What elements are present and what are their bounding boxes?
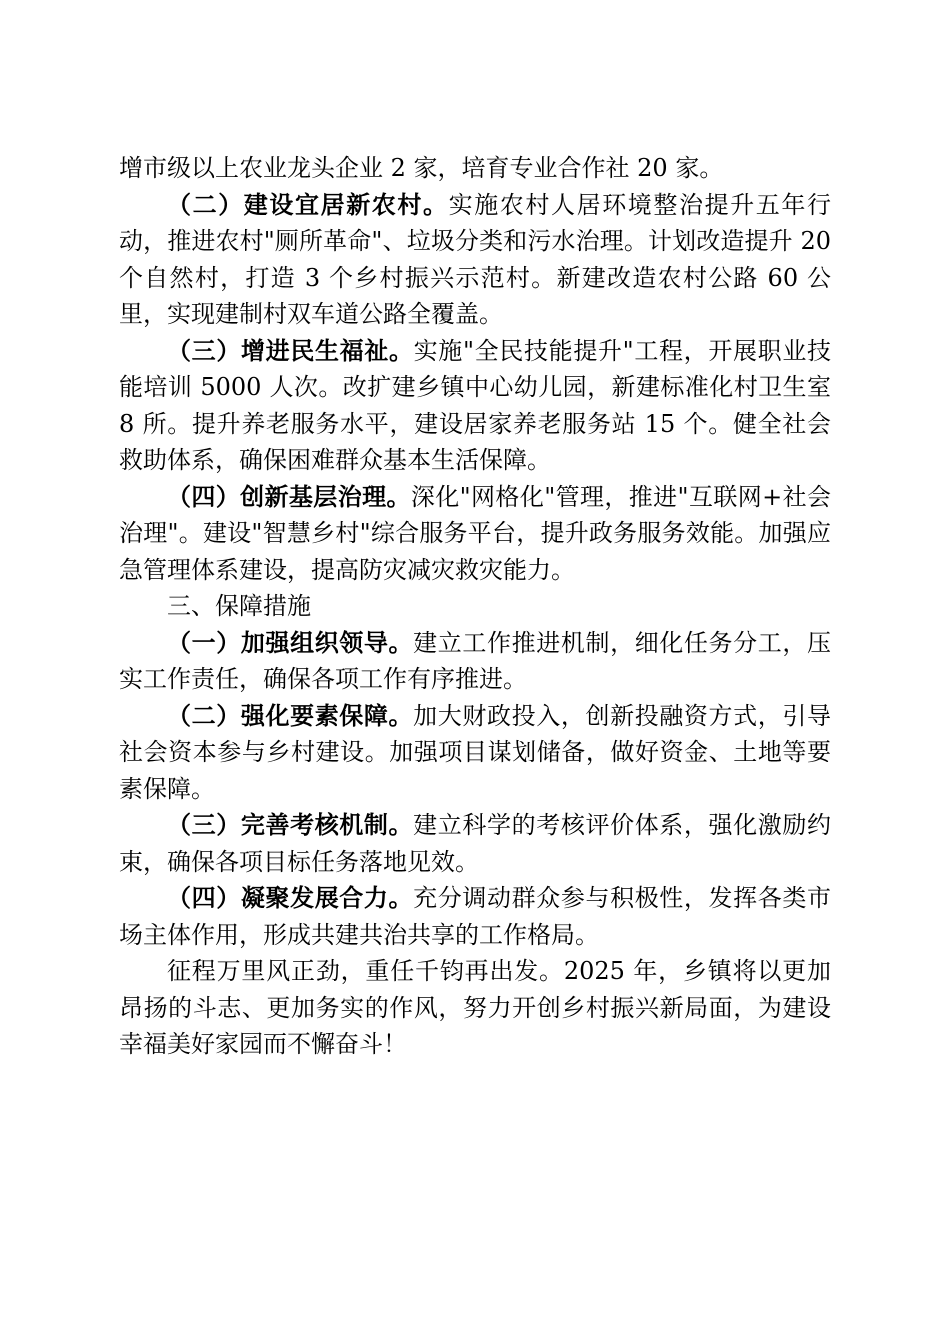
- section-heading: 三、保障措施: [167, 592, 311, 620]
- paragraph-synergy: [119, 880, 831, 953]
- paragraph-text: 建立工作推进机制，细化任务分工，压实工作责任，确保各项工作有序推进。: [119, 628, 832, 693]
- paragraph-continuation: [119, 150, 831, 187]
- paragraph-livelihood: [119, 333, 831, 479]
- paragraph-text: 征程万里风正劲，重任千钧再出发。2025 年，乡镇将以更加昂扬的斗志、更加务实的作风，努力开创乡村振兴新局面，为建设幸福美好家园而不懈奋斗！: [119, 957, 831, 1058]
- paragraph-lead: （四）凝聚发展合力。: [167, 883, 414, 912]
- paragraph-closing: [119, 953, 831, 1063]
- paragraph-text: 实施农村人居环境整治提升五年行动，推进农村"厕所革命"、垃圾分类和污水治理。计划改造提升 20 个自然村，打造 3 个乡村振兴示范村。新建改造农村公路 60 公里，实现建制村双车道公路全覆盖。: [119, 190, 832, 328]
- paragraph-lead: （二）强化要素保障。: [167, 700, 414, 730]
- paragraph-lead: （四）创新基层治理。: [167, 481, 411, 511]
- paragraph-lead: （三）完善考核机制。: [167, 810, 414, 839]
- paragraph-text: 加大财政投入，创新投融资方式，引导社会资本参与乡村建设。加强项目谋划储备，做好资金、土地等要素保障。: [119, 701, 832, 803]
- document-page: [119, 150, 831, 1063]
- paragraph-assessment: [119, 807, 831, 880]
- paragraph-governance: [119, 479, 831, 589]
- paragraph-lead: （二）建设宜居新农村。: [167, 189, 449, 219]
- paragraph-organization: [119, 625, 831, 698]
- paragraph-lead: （一）加强组织领导。: [167, 627, 414, 657]
- paragraph-resources: [119, 698, 831, 808]
- paragraph-livable-village: [119, 187, 831, 333]
- paragraph-text: 建立科学的考核评价体系，强化激励约束，确保各项目标任务落地见效。: [119, 811, 832, 876]
- paragraph-text: 充分调动群众参与积极性，发挥各类市场主体作用，形成共建共治共享的工作格局。: [119, 884, 832, 949]
- paragraph-text: 实施"全民技能提升"工程，开展职业技能培训 5000 人次。改扩建乡镇中心幼儿园，新建标准化村卫生室 8 所。提升养老服务水平，建设居家养老服务站 15 个。健全社会救助体系，确保困难群众基本生活保障。: [119, 336, 832, 474]
- paragraph-lead: （三）增进民生福祉。: [167, 335, 414, 365]
- paragraph-text: 增市级以上农业龙头企业 2 家，培育专业合作社 20 家。: [119, 154, 724, 182]
- paragraph-text: 深化"网格化"管理，推进"互联网+社会治理"。建设"智慧乡村"综合服务平台，提升政务服务效能。加强应急管理体系建设，提高防灾减灾救灾能力。: [119, 482, 832, 584]
